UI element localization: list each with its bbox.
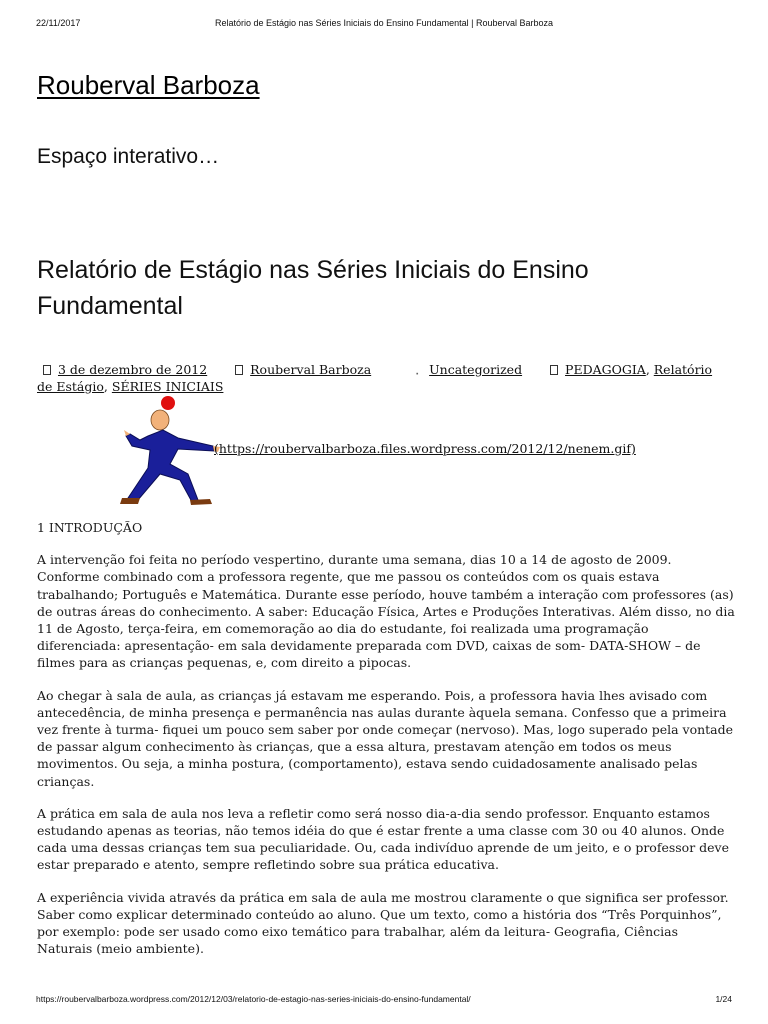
image-source-link[interactable]: (https://roubervalbarboza.files.wordpress.com/2012/12/nenem.gif)	[214, 441, 636, 456]
tag-link-series-iniciais[interactable]: SÉRIES INICIAIS	[111, 379, 224, 394]
print-header	[36, 18, 732, 32]
post-date-link[interactable]: 3 de dezembro de 2012	[57, 362, 208, 377]
site-title-link[interactable]: Rouberval Barboza	[37, 70, 260, 100]
post-title: Relatório de Estágio nas Séries Iniciais do Ensino Fundamental	[37, 256, 589, 320]
paragraph: A intervenção foi feita no período vespertino, durante uma semana, dias 10 a 14 de agosto de 2009. Conforme combinado com a professora regente, que me passou os conteúdos com os quais estava trabalhando; Português e Matemática. Durante esse período, houve também a interação com professores (as) de outras áreas do conhecimento. A saber: Educação Física, Artes e Produções Interativas. Além disso, no dia 11 de Agosto, terça-feira, em comemoração ao dia do estudante, foi realizada uma programação diferenciada: apresentação- em sala devidamente preparada com DVD, caixas de som- DATA-SHOW – de filmes para as crianças pequenas, e, com direito a pipocas.	[37, 552, 735, 671]
paragraph: Ao chegar à sala de aula, as crianças já estavam me esperando. Pois, a professora havia lhes avisado com antecedência, de minha presença e permanência nas aulas durante àquela semana. Confesso que a primeira vez frente à turma- fiquei um pouco sem saber por onde começar (nervoso). Mas, logo superado pela vontade de passar algum conhecimento às crianças, que a essa altura, prestavam atenção em todos os meus movimentos. Ou seja, a minha postura, (comportamento), estava sendo cuidadosamente analisado pelas crianças.	[37, 687, 734, 789]
tag-link-pedagogia[interactable]: PEDAGOGIA	[565, 362, 646, 377]
post-meta: 3 de dezembro de 2012 Rouberval Barboza Uncategorized PEDAGOGIA, Relatório de Estágio, SÉRIES INICIAIS	[37, 362, 713, 394]
dancing-figure-icon	[118, 394, 228, 509]
post-content	[37, 519, 735, 972]
site-tagline: Espaço interativo…	[37, 145, 220, 168]
tag-link-relatorio[interactable]: Relatório de Estágio	[37, 362, 713, 394]
post-image-figure[interactable]	[118, 394, 228, 509]
post-category-link[interactable]: Uncategorized	[429, 362, 523, 377]
post-author-link[interactable]: Rouberval Barboza	[250, 362, 372, 377]
page-number: 1/24	[715, 994, 732, 1004]
print-footer	[36, 994, 732, 1006]
print-page-title: Relatório de Estágio nas Séries Iniciais do Ensino Fundamental | Rouberval Barboza	[214, 18, 554, 28]
paragraph: A prática em sala de aula nos leva a refletir como será nosso dia-a-dia sendo professor. Enquanto estamos estudando apenas as teorias, não temos idéia do que é estar frente a uma classe com 30 ou 40 alunos. Onde cada uma dessas crianças tem sua peculiaridade. Ou, cada indivíduo aprende de um jeito, e o professor deve estar preparado e atento, sempre refletindo sobre sua prática educativa.	[37, 805, 730, 873]
print-date: 22/11/2017	[36, 18, 81, 28]
print-url: https://roubervalbarboza.wordpress.com/2012/12/03/relatorio-de-estagio-nas-series-iniciais-do-ensino-fundamental/	[36, 994, 471, 1004]
user-icon	[235, 365, 243, 375]
section-heading: 1 INTRODUÇÃO	[37, 520, 143, 535]
calendar-icon	[43, 365, 51, 375]
tag-icon	[550, 365, 558, 375]
paragraph: A experiência vivida através da prática em sala de aula me mostrou claramente o que significa ser professor. Saber como explicar determinado conteúdo ao aluno. Que um texto, como a história dos “Três Porquinhos”, por exemplo: pode ser usado como eixo temático para trabalhar, além da leitura- Geografia, Ciências Naturais (meio ambiente).	[37, 889, 729, 957]
folder-icon	[413, 364, 422, 375]
